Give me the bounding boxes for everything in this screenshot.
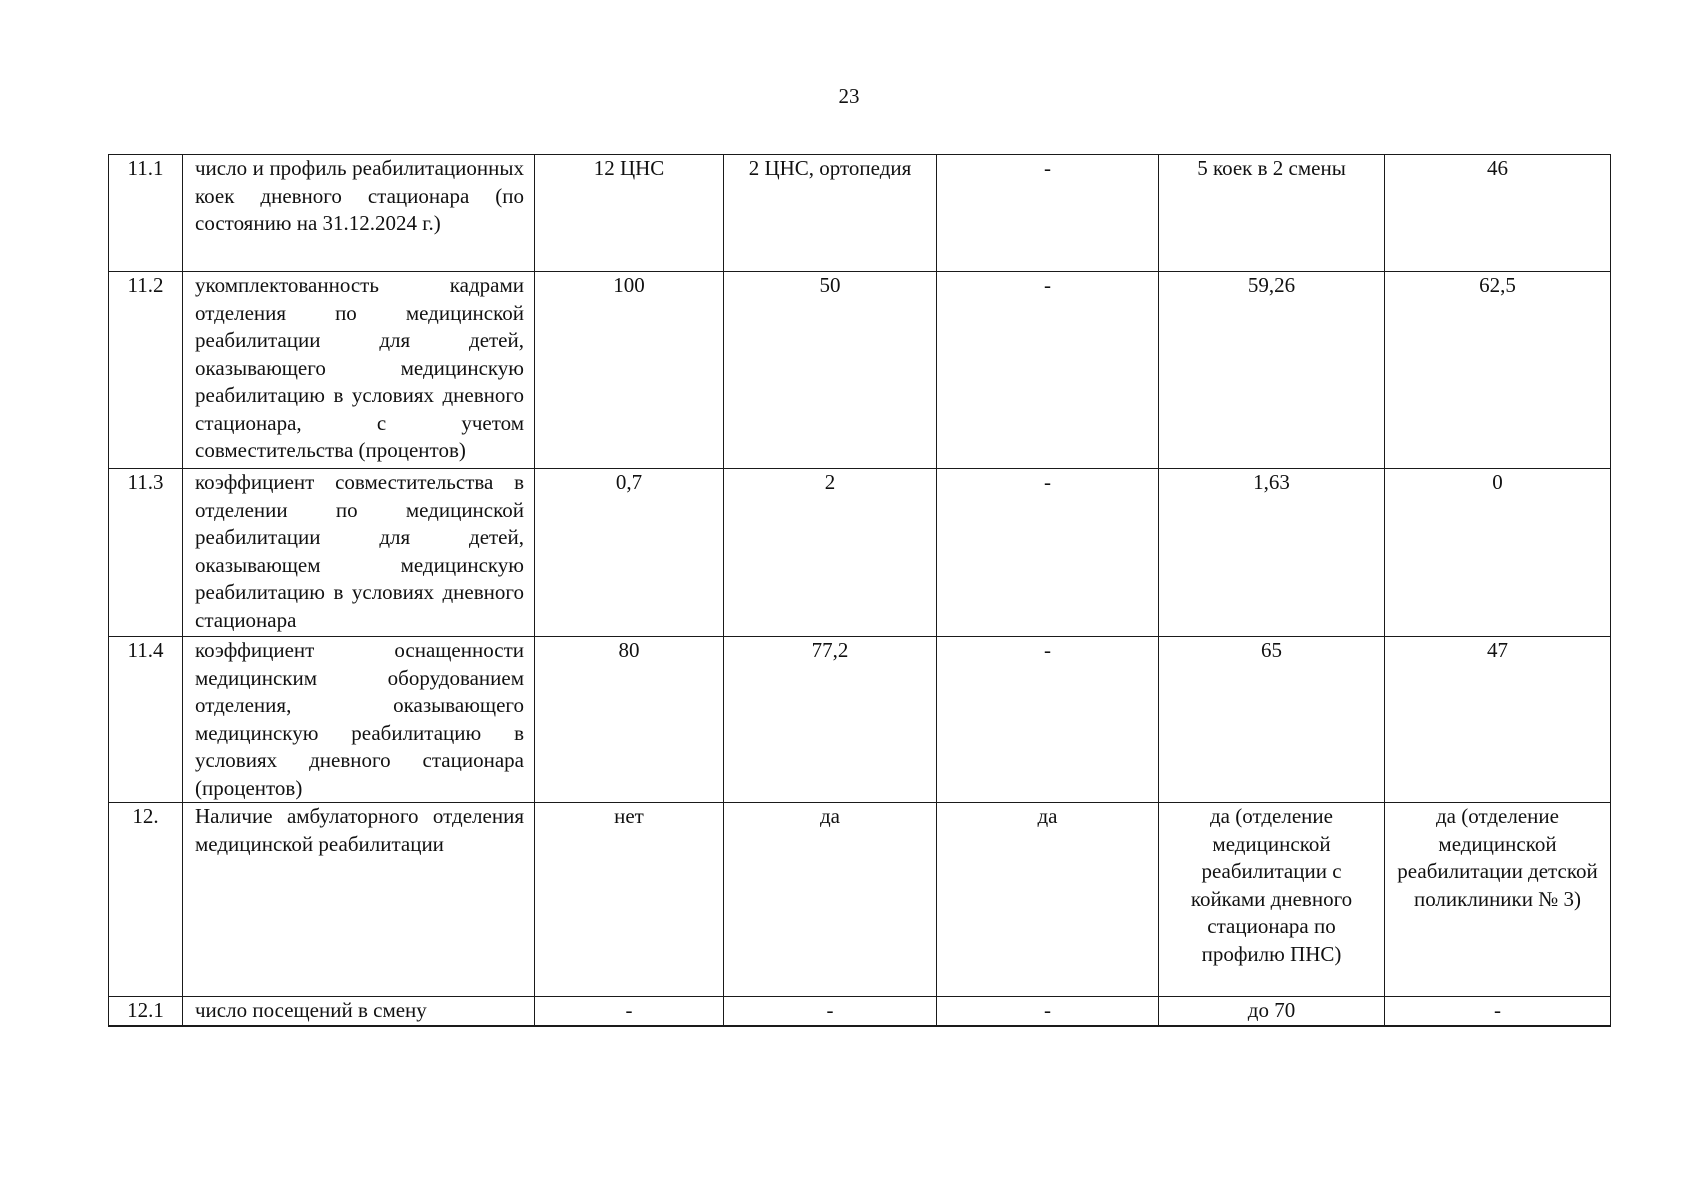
row-value: 2 <box>724 469 937 637</box>
row-value: 77,2 <box>724 637 937 803</box>
row-value: 1,63 <box>1159 469 1385 637</box>
row-value: - <box>937 272 1159 469</box>
row-label: число и профиль реабилитационных коек дневного стационара (по состоянию на 31.12.2024 г.) <box>183 155 535 272</box>
row-value: нет <box>535 803 724 997</box>
row-number: 11.2 <box>109 272 183 469</box>
row-value: 2 ЦНС, ортопедия <box>724 155 937 272</box>
row-value: - <box>937 155 1159 272</box>
table-row <box>109 803 1611 997</box>
row-value: да <box>724 803 937 997</box>
row-value: 46 <box>1385 155 1611 272</box>
row-value: - <box>724 997 937 1026</box>
row-number: 12.1 <box>109 997 183 1026</box>
row-value: 100 <box>535 272 724 469</box>
row-number: 11.3 <box>109 469 183 637</box>
row-value: 47 <box>1385 637 1611 803</box>
row-label: коэффициент оснащенности медицинским оборудованием отделения, оказывающего медицинскую реабилитацию в условиях дневного стационара (процентов) <box>183 637 535 803</box>
row-value: 59,26 <box>1159 272 1385 469</box>
row-value: - <box>937 637 1159 803</box>
table-row <box>109 637 1611 803</box>
row-value: - <box>937 997 1159 1026</box>
row-number: 11.4 <box>109 637 183 803</box>
row-value: - <box>535 997 724 1026</box>
row-value: 0 <box>1385 469 1611 637</box>
row-label: укомплектованность кадрами отделения по медицинской реабилитации для детей, оказывающего медицинскую реабилитацию в условиях дневного стационара, с учетом совместительства (процентов) <box>183 272 535 469</box>
row-number: 11.1 <box>109 155 183 272</box>
row-value: 50 <box>724 272 937 469</box>
row-value: - <box>937 469 1159 637</box>
row-value: да (отделение медицинской реабилитации детской поликлиники № 3) <box>1385 803 1611 997</box>
row-label: коэффициент совместительства в отделении по медицинской реабилитации для детей, оказывающем медицинскую реабилитацию в условиях дневного стационара <box>183 469 535 637</box>
row-number: 12. <box>109 803 183 997</box>
indicators-table <box>108 154 1611 1027</box>
page-number: 23 <box>838 84 860 108</box>
row-value: 12 ЦНС <box>535 155 724 272</box>
row-value: 80 <box>535 637 724 803</box>
row-value: да <box>937 803 1159 997</box>
table-row <box>109 469 1611 637</box>
row-label: Наличие амбулаторного отделения медицинской реабилитации <box>183 803 535 997</box>
row-value: до 70 <box>1159 997 1385 1026</box>
row-value: 65 <box>1159 637 1385 803</box>
row-label: число посещений в смену <box>183 997 535 1026</box>
table-row <box>109 155 1611 272</box>
row-value: - <box>1385 997 1611 1026</box>
row-value: да (отделение медицинской реабилитации с койками дневного стационара по профилю ПНС) <box>1159 803 1385 997</box>
row-value: 62,5 <box>1385 272 1611 469</box>
row-value: 0,7 <box>535 469 724 637</box>
row-value: 5 коек в 2 смены <box>1159 155 1385 272</box>
table-row <box>109 272 1611 469</box>
table-row <box>109 997 1611 1026</box>
